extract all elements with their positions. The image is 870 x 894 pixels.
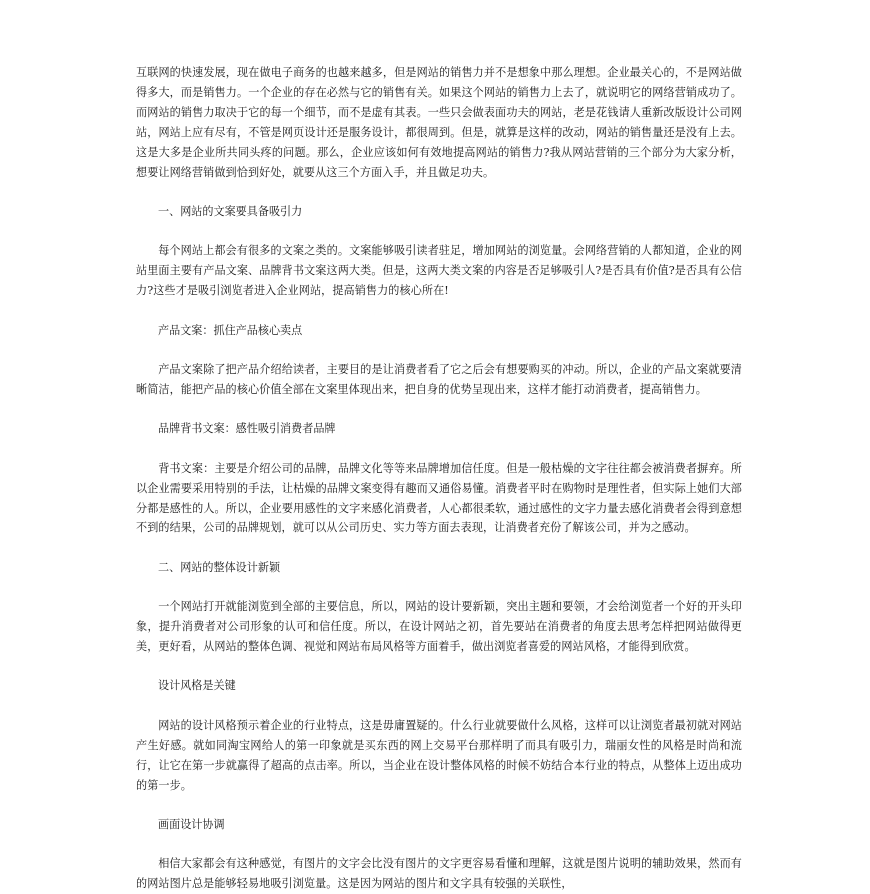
paragraph-picture-design: 相信大家都会有这种感觉，有图片的文字会比没有图片的文字更容易看懂和理解，这就是图片说明的辅助效果，然而有的网站图片总是能够轻易地吸引浏览量。这是因为网站的图片和文字具有较强的关联性， (136, 857, 742, 891)
section-heading-copywriting: 一、网站的文案要具备吸引力 (158, 204, 303, 218)
intro-paragraph: 互联网的快速发展，现在做电子商务的也越来越多，但是网站的销售力并不是想象中那么理想。企业最关心的，不是网站做得多大，而是销售力。一个企业的存在必然与它的销售有关。如果这个网站的销售力上去了，就说明它的网络营销成功了。而网站的销售力取决于它的每一个细节，而不是虚有其表。一些只会做表面功夫的网站，老是花钱请人重新改版设计公司网站，网站上应有尽有，不管是网页设计还是服务设计，都很周到。但是，就算是这样的改动，网站的销售量还是没有上去。这是大多是企业所共同头疼的问题。那么，企业应该如何有效地提高网站的销售力?我从网站营销的三个部分为大家分析，想要让网络营销做到恰到好处，就要从这三个方面入手，并且做足功夫。 (136, 66, 742, 179)
subheading-brand-copy: 品牌背书文案：感性吸引消费者品牌 (158, 422, 336, 436)
spacer (136, 657, 742, 677)
spacer (136, 182, 742, 202)
paragraph-design-style: 网站的设计风格预示着企业的行业特点，这是毋庸置疑的。什么行业就要做什么风格，这样可以让浏览者最初就对网站产生好感。就如同淘宝网给人的第一印象就是买东西的网上交易平台那样明了而具有吸引力，瑞丽女性的风格是时尚和流行，让它在第一步就赢得了超高的点击率。所以，当企业在设计整体风格的时候不妨结合本行业的特点，从整体上迈出成功的第一步。 (136, 718, 742, 792)
spacer (136, 835, 742, 855)
spacer (136, 340, 742, 360)
spacer (136, 696, 742, 716)
paragraph-brand-copy: 背书文案：主要是介绍公司的品牌，品牌文化等等来品牌增加信任度。但是一般枯燥的文字往往都会被消费者摒弃。所以企业需要采用特别的手法，让枯燥的品牌文案变得有趣而又通俗易懂。消费者平时在购物时是理性者，但实际上她们大部分都是感性的人。所以，企业要用感性的文字来感化消费者，人心都很柔软，通过感性的文字力量去感化消费者会得到意想不到的结果，公司的品牌规划，就可以从公司历史、实力等方面去表现，让消费者充份了解该公司，并为之感动。 (136, 461, 742, 535)
spacer (136, 795, 742, 815)
spacer (136, 301, 742, 321)
spacer (136, 439, 742, 459)
section-heading-design: 二、网站的整体设计新颖 (158, 560, 281, 574)
paragraph-product-copy: 产品文案除了把产品介绍给读者，主要目的是让消费者看了它之后会有想要购买的冲动。所以，企业的产品文案就要清晰简洁，能把产品的核心价值全部在文案里体现出来，把自身的优势呈现出来，这样才能打动消费者，提高销售力。 (136, 362, 742, 396)
subheading-picture-design: 画面设计协调 (158, 817, 225, 831)
subheading-design-style: 设计风格是关键 (158, 679, 236, 693)
spacer (136, 222, 742, 242)
paragraph-design: 一个网站打开就能浏览到全部的主要信息，所以，网站的设计要新颖，突出主题和要领，才会给浏览者一个好的开头印象，提升消费者对公司形象的认可和信任度。所以，在设计网站之初，首先要站在消费者的角度去思考怎样把网站做得更美，更好看，从网站的整体色调、视觉和网站布局风格等方面着手，做出浏览者喜爱的网站风格，才能得到欣赏。 (136, 600, 742, 654)
spacer (136, 400, 742, 420)
subheading-product-copy: 产品文案：抓住产品核心卖点 (158, 323, 303, 337)
spacer (136, 578, 742, 598)
paragraph-copywriting: 每个网站上都会有很多的文案之类的。文案能够吸引读者驻足，增加网站的浏览量。会网络营销的人都知道，企业的网站里面主要有产品文案、品牌背书文案这两大类。但是，这两大类文案的内容是否足够吸引人?是否具有价值?是否具有公信力?这些才是吸引浏览者进入企业网站，提高销售力的核心所在! (136, 244, 742, 298)
spacer (136, 538, 742, 558)
document-page (136, 63, 742, 894)
